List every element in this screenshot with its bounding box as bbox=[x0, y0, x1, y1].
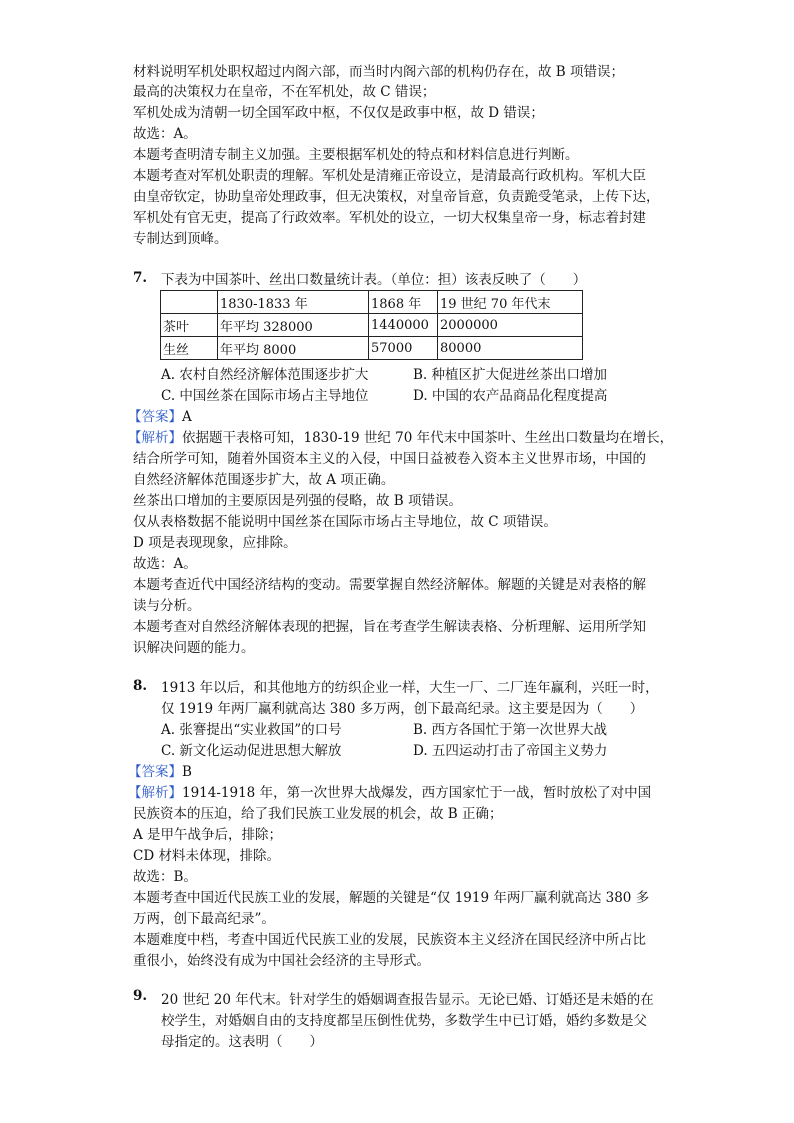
q6-text-line: 军机处成为清朝一切全国军政中枢，不仅仅是政事中枢，故 D 错误； bbox=[133, 105, 544, 121]
q6-text-line: 由皇帝钦定，协助皇帝处理政事，但无决策权，对皇帝旨意，负责跪受笔录，上传下达， bbox=[133, 189, 660, 205]
analysis-line: 本题难度中档，考查中国近代民族工业的发展，民族资本主义经济在国民经济中所占比 bbox=[133, 932, 646, 948]
table-row bbox=[161, 337, 583, 360]
q6-text-line: 本题考查对军机处职责的理解。军机处是清雍正帝设立，是清最高行政机构。军机大臣 bbox=[133, 168, 646, 184]
option-a: A. 张謇提出“实业救国”的口号 bbox=[161, 722, 342, 738]
option-a: A. 农村自然经济解体范围逐步扩大 bbox=[161, 367, 369, 383]
table-cell: 1440000 bbox=[369, 314, 438, 337]
table-cell: 茶叶 bbox=[161, 314, 218, 337]
analysis-tag: 【解析】 bbox=[128, 785, 182, 801]
q6-text-line: 材料说明军机处职权超过内阁六部，而当时内阁六部的机构仍存在，故 B 项错误； bbox=[133, 64, 625, 80]
table-cell: 80000 bbox=[438, 337, 583, 360]
table-cell: 1868 年 bbox=[369, 291, 438, 314]
option-c: C. 中国丝茶在国际市场占主导地位 bbox=[161, 388, 369, 404]
export-table bbox=[160, 290, 583, 360]
answer-tag: 【答案】 bbox=[128, 409, 182, 425]
q6-text-line: 最高的决策权力在皇帝，不在军机处，故 C 错误； bbox=[133, 84, 436, 100]
analysis-line: 丝茶出口增加的主要原因是列强的侵略，故 B 项错误。 bbox=[133, 493, 463, 509]
question-number: 8. bbox=[133, 678, 148, 694]
analysis-line: A 是甲午战争后，排除； bbox=[133, 827, 283, 843]
table-cell: 1830-1833 年 bbox=[218, 291, 369, 314]
analysis-line: 结合所学可知，随着外国资本主义的入侵，中国日益被卷入资本主义世界市场，中国的 bbox=[133, 451, 646, 467]
option-c: C. 新文化运动促进思想大解放 bbox=[161, 743, 342, 759]
analysis-line: 读与分析。 bbox=[133, 598, 201, 614]
analysis-tag: 【解析】 bbox=[128, 430, 182, 446]
analysis-line: 本题考查中国近代民族工业的发展，解题的关键是“仅 1919 年两厂赢利就高达 380 多 bbox=[133, 890, 650, 906]
table-row bbox=[161, 314, 583, 337]
table-cell: 年平均 8000 bbox=[218, 337, 369, 360]
analysis-line: 本题考查近代中国经济结构的变动。需要掌握自然经济解体。解题的关键是对表格的解 bbox=[133, 577, 646, 593]
table-header-row bbox=[161, 291, 583, 314]
analysis-line: 仅从表格数据不能说明中国丝茶在国际市场占主导地位，故 C 项错误。 bbox=[133, 514, 557, 530]
answer-value: A bbox=[182, 409, 192, 425]
q6-text-line: 军机处有官无吏，提高了行政效率。军机处的设立，一切大权集皇帝一身，标志着封建 bbox=[133, 210, 646, 226]
question-stem: 仅 1919 年两厂赢利就高达 380 多万两，创下最高纪录。这主要是因为（ ） bbox=[161, 701, 644, 717]
answer-tag: 【答案】 bbox=[128, 764, 182, 780]
analysis-first-line bbox=[128, 783, 651, 803]
table-cell: 2000000 bbox=[438, 314, 583, 337]
analysis-line: 自然经济解体范围逐步扩大，故 A 项正确。 bbox=[133, 472, 395, 488]
answer-line bbox=[128, 407, 192, 427]
q6-text-line: 专制达到顶峰。 bbox=[133, 231, 228, 247]
option-b: B. 种植区扩大促进丝茶出口增加 bbox=[413, 367, 608, 383]
answer-value: B bbox=[182, 764, 192, 780]
analysis-line: 识解决问题的能力。 bbox=[133, 640, 255, 656]
analysis-text: 1914-1918 年，第一次世界大战爆发，西方国家忙于一战，暂时放松了对中国 bbox=[182, 785, 652, 801]
table-cell: 生丝 bbox=[161, 337, 218, 360]
analysis-line: 故选：A。 bbox=[133, 556, 197, 572]
analysis-line: 民族资本的压迫，给了我们民族工业发展的机会，故 B 正确； bbox=[133, 806, 503, 822]
analysis-line: 故选：B。 bbox=[133, 869, 197, 885]
question-stem: 1913 年以后，和其他地方的纺织企业一样，大生一厂、二厂连年赢利，兴旺一时， bbox=[161, 680, 659, 696]
analysis-line: D 项是表现现象，应排除。 bbox=[133, 535, 297, 551]
option-d: D. 中国的农产品商品化程度提高 bbox=[413, 388, 608, 404]
question-number: 7. bbox=[133, 270, 148, 286]
analysis-line: CD 材料未体现，排除。 bbox=[133, 848, 280, 864]
analysis-line: 重很小，始终没有成为中国社会经济的主导形式。 bbox=[133, 953, 430, 969]
answer-line bbox=[128, 762, 192, 782]
question-number: 9. bbox=[133, 988, 148, 1004]
analysis-first-line bbox=[128, 428, 673, 448]
table-cell: 19 世纪 70 年代末 bbox=[438, 291, 583, 314]
question-stem: 校学生，对婚姻自由的支持度都呈压倒性优势，多数学生中已订婚，婚约多数是父 bbox=[161, 1013, 647, 1029]
table-cell: 57000 bbox=[369, 337, 438, 360]
analysis-text: 依据题干表格可知，1830-19 世纪 70 年代末中国茶叶、生丝出口数量均在增长， bbox=[182, 430, 674, 446]
q6-text-line: 本题考查明清专制主义加强。主要根据军机处的特点和材料信息进行判断。 bbox=[133, 147, 579, 163]
table-cell bbox=[161, 291, 218, 314]
analysis-line: 万两，创下最高纪录”。 bbox=[133, 911, 275, 927]
option-d: D. 五四运动打击了帝国主义势力 bbox=[413, 743, 608, 759]
table-cell: 年平均 328000 bbox=[218, 314, 369, 337]
q6-text-line: 故选：A。 bbox=[133, 126, 197, 142]
analysis-line: 本题考查对自然经济解体表现的把握，旨在考查学生解读表格、分析理解、运用所学知 bbox=[133, 619, 646, 635]
question-stem: 20 世纪 20 年代末。针对学生的婚姻调查报告显示。无论已婚、订婚还是未婚的在 bbox=[161, 992, 654, 1008]
option-b: B. 西方各国忙于第一次世界大战 bbox=[413, 722, 608, 738]
question-stem: 下表为中国茶叶、丝出口数量统计表。（单位：担）该表反映了（ ） bbox=[161, 272, 587, 288]
question-stem: 母指定的。这表明（ ） bbox=[161, 1034, 323, 1050]
